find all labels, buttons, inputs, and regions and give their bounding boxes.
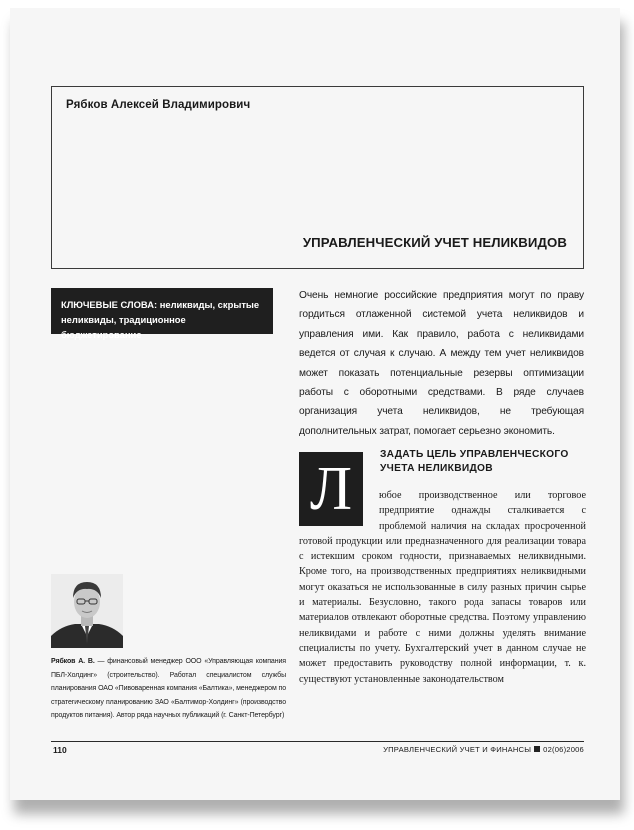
title-frame	[51, 86, 584, 269]
journal-issue: 02(06)2006	[543, 745, 584, 754]
body-paragraph: юбое производственное или торговое предприятие однажды сталкивается с проблемой наличия на складах просроченной готовой продукции или предназначенного для реализации товара с истекшим сроком годности, признаваемых неликвидными. Кроме того, на производственных предприятиях неликвидными могут оказаться не использованные в силу разных причин сырье и материалы. Безусловно, такого рода запасы товаров или материалов отвлекают оборотные средства. Поэтому управлению неликвидами и работе с ними должны уделять внимание специалисты по учету. Бухгалтерский учет в данном случае не может предоставить руководству полной информации, т. к. существуют установленные законодательством	[299, 490, 586, 685]
section-heading: ЗАДАТЬ ЦЕЛЬ УПРАВЛЕНЧЕСКОГО УЧЕТА НЕЛИКВИДОВ	[380, 449, 569, 474]
bio-text: — финансовый менеджер ООО «Управляющая компания ПБЛ-Холдинг» (строительство). Работал специалистом службы планирования ОАО «Пивоваренная компания «Балтика», менеджером по стратегическому планированию ЗАО «Балтимор-Холдинг» (производство продуктов питания). Автор ряда научных публикаций (г. Санкт-Петербург)	[51, 658, 286, 719]
journal-footer	[383, 745, 584, 754]
author-portrait-image	[51, 574, 123, 648]
author-name: Рябков Алексей Владимирович	[66, 99, 251, 111]
keywords-box	[51, 288, 273, 340]
keywords-label: КЛЮЧЕВЫЕ СЛОВА:	[61, 299, 158, 310]
body-column	[299, 488, 586, 687]
footer-rule	[51, 741, 584, 742]
author-bio	[51, 655, 286, 723]
lead-paragraph	[299, 286, 584, 441]
bio-name: Рябков А. В.	[51, 658, 95, 665]
magazine-page	[10, 8, 620, 800]
square-bullet-icon	[534, 746, 540, 752]
keywords-text: неликвиды, скрытые неликвиды, традиционное бюджетирование	[61, 299, 260, 340]
author-photo	[51, 574, 123, 648]
page-number: 110	[53, 745, 67, 755]
drop-cap: Л	[299, 452, 363, 526]
article-title: УПРАВЛЕНЧЕСКИЙ УЧЕТ НЕЛИКВИДОВ	[302, 235, 567, 250]
journal-name: УПРАВЛЕНЧЕСКИЙ УЧЕТ И ФИНАНСЫ	[383, 745, 532, 754]
lead-text: Очень немногие российские предприятия могут по праву гордиться отлаженной системой учета неликвидов и управления ими. Как правило, работа с неликвидами ведется от случая к случаю. А между тем учет неликвидов может показать потенциальные резервы оптимизации работы с оборотными средствами. В ряде случаев организация учета неликвидов, не требующая дополнительных затрат, помогает серьезно экономить.	[299, 290, 584, 437]
drop-cap-spacer	[299, 488, 379, 532]
